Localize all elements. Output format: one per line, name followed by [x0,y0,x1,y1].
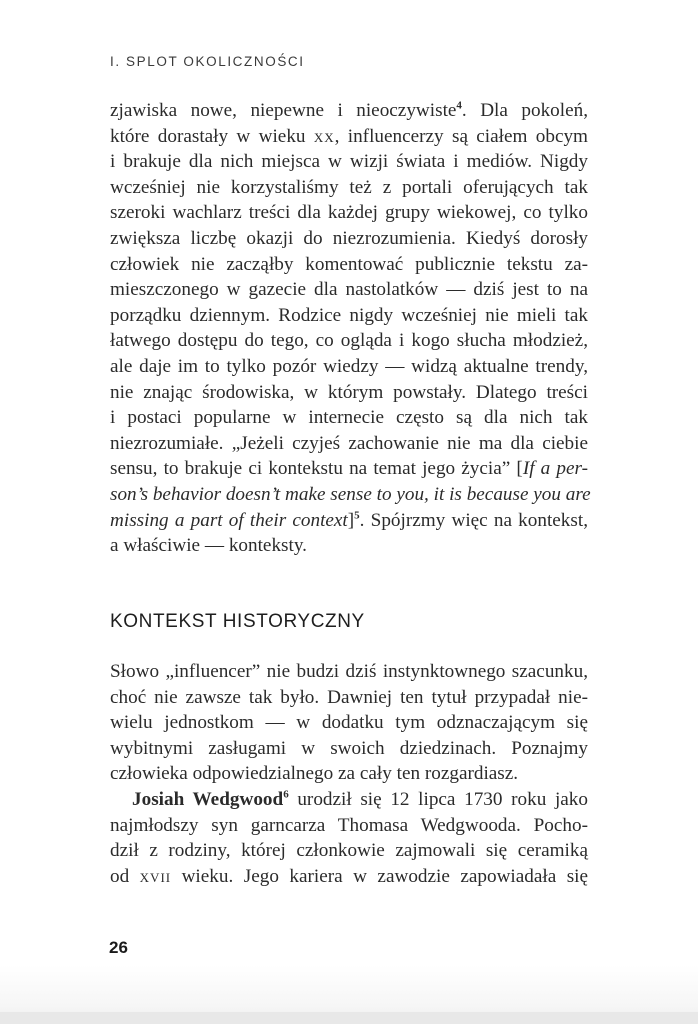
text-line: od xvii wieku. Jego kariera w zawodzie zapowiadała się [110,865,589,887]
paragraph-history [110,659,588,889]
text-line: a właściwie — konteksty. [110,535,307,557]
section-heading: KONTEKST HISTORYCZNY [110,611,365,632]
page-number: 26 [109,938,128,957]
text-line: Słowo „influencer” nie budzi dziś instynktownego szacunku, [110,661,588,682]
text-line: wybitnymi zasługami w swoich dziedzinach. Poznajmy [110,737,588,759]
text-line: dził z rodziny, której członkowie zajmowali się ceramiką [110,840,588,862]
text-line: i brakuje dla nich miejsca w wizji świata i mediów. Nigdy [110,151,588,173]
text-line: wielu jednostkom — w dodatku tym odznaczającym się [110,712,588,734]
text-line: mieszczonego w gazecie dla nastolatków — dziś jest to na [110,279,588,301]
text-line: łatwego dostępu do tego, co ogląda i kogo słucha młodzież, [110,330,588,352]
page-bottom-shadow [0,965,698,1024]
text-line: szeroki wachlarz treści dla każdej grupy wiekowej, co tylko [110,202,588,224]
text-line: ale daje im to tylko pozór wiedzy — widzą aktualne trendy, [110,355,588,377]
text-line: człowiek nie zacząłby komentować publicznie tekstu za- [110,253,588,275]
person-name: Josiah Wedgwood [132,788,284,810]
paragraph-intro [110,98,591,559]
text-line: missing a part of their context]$^5$. Spójrzmy więc na kontekst, [110,509,588,531]
text-line: porządku dziennym. Rodzice nigdy wcześniej nie mieli tak [110,304,588,326]
footnote-ref-6[interactable]: 6 [283,788,289,801]
text-line: sensu, to brakuje ci kontekstu na temat jego życia” [If a per- [110,458,588,480]
footnote-ref-4[interactable]: 4 [456,99,462,112]
text-line: Josiah Wedgwood$^6$ urodził się 12 lipca 1730 roku jako [132,788,588,810]
text-line: niezrozumiałe. „Jeżeli czyjeś zachowanie nie ma dla ciebie [110,432,588,454]
text-line: zwiększa liczbę okazji do niezrozumienia. Kiedyś dorosły [110,227,588,249]
text-line: nie znając środowiska, w którym powstały. Dlatego treści [110,381,588,403]
text-line: zjawiska nowe, niepewne i nieoczywiste$^4$. Dla pokoleń, [110,99,588,121]
running-head: I. SPLOT OKOLICZNOŚCI [110,54,305,69]
text-line: człowieka odpowiedzialnego za cały ten rozgardiasz. [110,763,519,785]
century-numeral: xvii [139,865,172,887]
english-quote: If a per- [522,458,588,480]
text-line: son’s behavior doesn’t make sense to you, it is because you are [110,483,591,505]
text-line: najmłodszy syn garncarza Thomasa Wedgwooda. Pocho- [110,814,588,836]
century-numeral: xx [313,125,335,147]
text-line: choć nie zawsze tak było. Dawniej ten tytuł przypadał nie- [110,686,588,708]
text-line: wcześniej nie korzystaliśmy też z portali oferujących tak [110,176,588,198]
footnote-ref-5[interactable]: 5 [354,509,360,522]
text-line: i postaci popularne w internecie często są dla nich tak [110,407,588,429]
text-line: które dorastały w wieku xx, influencerzy są ciałem obcym [110,125,588,147]
